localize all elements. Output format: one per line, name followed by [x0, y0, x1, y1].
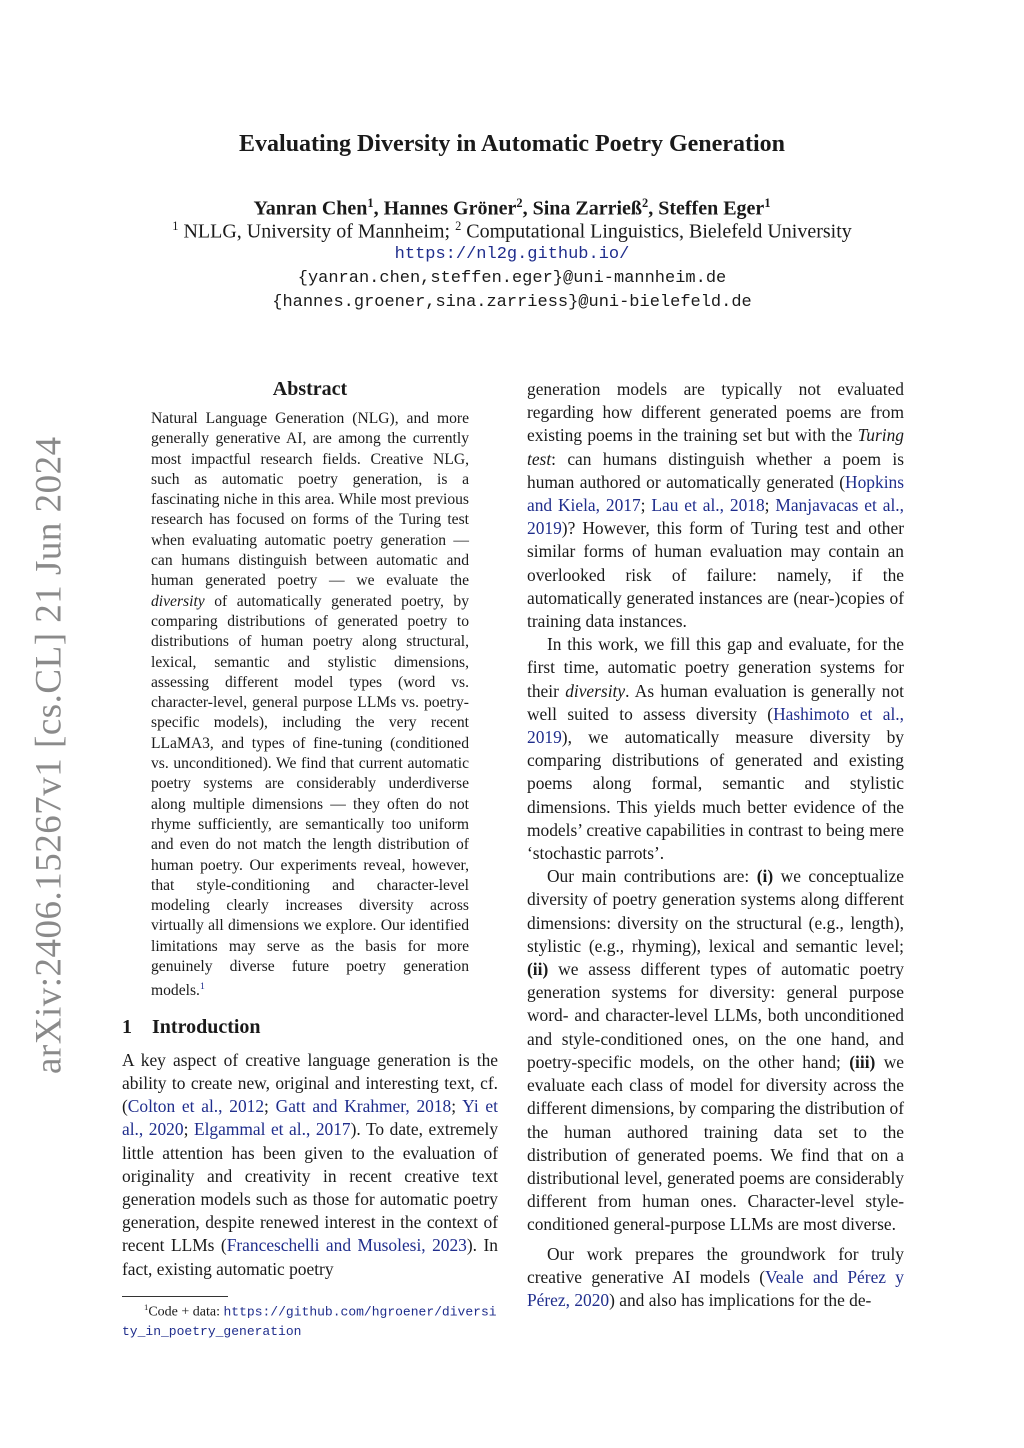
author-name: Hannes Gröner — [383, 197, 517, 220]
author-name: Steffen Eger — [658, 197, 765, 220]
affiliation: Computational Linguistics, Bielefeld University — [466, 220, 852, 243]
author-affil-mark: 1 — [764, 196, 771, 210]
citation-link[interactable]: Veale and Pérez y Pérez, 2020 — [527, 1266, 905, 1310]
citation-link[interactable]: Yi et al., 2020 — [122, 1096, 498, 1140]
citation-link[interactable]: Manjavacas et al., 2019 — [527, 495, 904, 539]
email-mannheim: {yanran.chen,steffen.eger}@uni-mannheim.de — [297, 269, 727, 288]
citation-link[interactable]: Gatt and Krahmer, 2018 — [275, 1096, 452, 1117]
section-heading-introduction: 1 Introduction — [122, 1015, 261, 1038]
affil-mark: 2 — [455, 219, 462, 233]
left-column — [122, 378, 498, 1281]
citation-link[interactable]: Elgammal et al., 2017 — [193, 1119, 351, 1140]
citation-link[interactable]: Franceschelli and Musolesi, 2023 — [226, 1235, 467, 1256]
footnote — [122, 1298, 500, 1341]
author-list: Yanran Chen$^1$, Hannes Gröner$^2$, Sina Zarrieß$^2$, Steffen Eger$^1$ — [253, 196, 771, 220]
footnote-ref-link[interactable]: 1 — [199, 981, 205, 993]
affiliations — [0, 219, 1024, 244]
author-affil-mark: 2 — [642, 196, 649, 210]
abstract-body: Natural Language Generation (NLG), and more generally generative AI, are among the currently most impactful research fields. Creative NLG, such as automatic poetry generation, is a fascinating niche in this area. While most previous research has focused on forms of the Turing test when evaluating automatic poetry generation — can humans distinguish between automatic and human generated poetry — we evaluate the diversity of automatically generated poetry, by comparing distributions of generated poetry to distributions of human poetry along structural, lexical, semantic and stylistic dimensions, assessing different model types (word vs. character-level, general purpose LLMs vs. poetry-specific models), including the very recent LLaMA3, and types of fine-tuning (conditioned vs. unconditioned). We find that current automatic poetry systems are considerably underdiverse along multiple dimensions — they often do not rhyme sufficiently, are semantically too uniform and even do not match the length distribution of human poetry. Our experiments reveal, however, that style-conditioning and character-level modeling clearly increases diversity across virtually all dimensions we explore. Our identified limitations may serve as the basis for more genuinely diverse future poetry generation models.$^1$ — [151, 410, 469, 1000]
abstract-heading: Abstract — [272, 378, 348, 400]
footnote-mark: 1 — [144, 1302, 149, 1312]
right-column — [527, 378, 904, 1312]
author-affil-mark: 1 — [367, 196, 374, 210]
project-url-link[interactable]: https://nl2g.github.io/ — [394, 245, 630, 264]
affiliation: NLLG, University of Mannheim; — [183, 220, 451, 243]
paper-title: Evaluating Diversity in Automatic Poetry Generation — [239, 131, 785, 157]
citation-link[interactable]: Hashimoto et al., 2019 — [527, 703, 904, 748]
affil-mark: 1 — [172, 219, 179, 233]
arxiv-identifier: arXiv:2406.15267v1 [cs.CL] 21 Jun 2024 — [28, 436, 70, 1074]
intro-paragraph: A key aspect of creative language generation is the ability to create new, original and interesting text, cf. (Colton et al., 2012; Gatt and Krahmer, 2018; Yi et al., 2020; Elgammal et al., 2017). To date, extremely little attention has been given to the evaluation of originality and creativity in recent creative text generation models such as those for automatic poetry generation, despite renewed interest in the context of recent LLMs (Franceschelli and Musolesi, 2023). In fact, existing automatic poetry — [122, 1049, 499, 1279]
footnote-url-link[interactable]: https://github.com/hgroener/diversity_in_poetry_generation — [122, 1304, 497, 1339]
contributions-paragraph: Our main contributions are: (i) we conceptualize diversity of poetry generation systems along different dimensions: diversity on the structural (e.g., length), stylistic (e.g., rhyming), lexical and semantic level; (ii) we assess different types of automatic poetry generation systems for diversity: general purpose word- and character-level LLMs, both unconditioned and style-conditioned ones, on the one hand, and poetry-specific models, on the other hand; (iii) we evaluate each class of model for diversity across the different dimensions, by comparing the distribution of the human authored training data set to the distribution of generated poems. We find that on a distributional level, generated poems are considerably different from human ones. Character-level style-conditioned general-purpose LLMs are most diverse. — [527, 866, 905, 1235]
email-bielefeld: {hannes.groener,sina.zarriess}@uni-bielefeld.de — [272, 293, 752, 312]
citation-link[interactable]: Hopkins and Kiela, 2017 — [527, 471, 904, 516]
body-paragraph: Our work prepares the groundwork for truly creative generative AI models (Veale and Pérez y Pérez, 2020) and also has implications for the de- — [527, 1243, 905, 1310]
author-name: Yanran Chen — [253, 197, 368, 220]
citation-link[interactable]: Lau et al., 2018 — [651, 495, 765, 516]
author-affil-mark: 2 — [516, 196, 523, 210]
footnote-label: Code + data: — [148, 1304, 220, 1320]
body-paragraph: generation models are typically not evaluated regarding how different generated poems are from existing poems in the training set but with the Turing test: can humans distinguish whether a poem is human authored or automatically generated (Hopkins and Kiela, 2017; Lau et al., 2018; Manjavacas et al., 2019)? However, this form of Turing test and other similar forms of human evaluation may contain an overlooked risk of failure: namely, if the automatically generated instances are (near-)copies of training data instances. — [527, 379, 904, 632]
body-paragraph: In this work, we fill this gap and evaluate, for the first time, automatic poetry generation systems for their diversity. As human evaluation is generally not well suited to assess diversity (Hashimoto et al., 2019), we automatically measure diversity by comparing distributions of generated and existing poems along formal, semantic and stylistic dimensions. This yields much better evidence of the models’ creative capabilities in contrast to being mere ‘stochastic parrots’. — [527, 634, 904, 864]
footnote-divider — [122, 1296, 228, 1297]
citation-link[interactable]: Colton et al., 2012 — [127, 1096, 265, 1117]
author-name: Sina Zarrieß — [532, 197, 643, 220]
